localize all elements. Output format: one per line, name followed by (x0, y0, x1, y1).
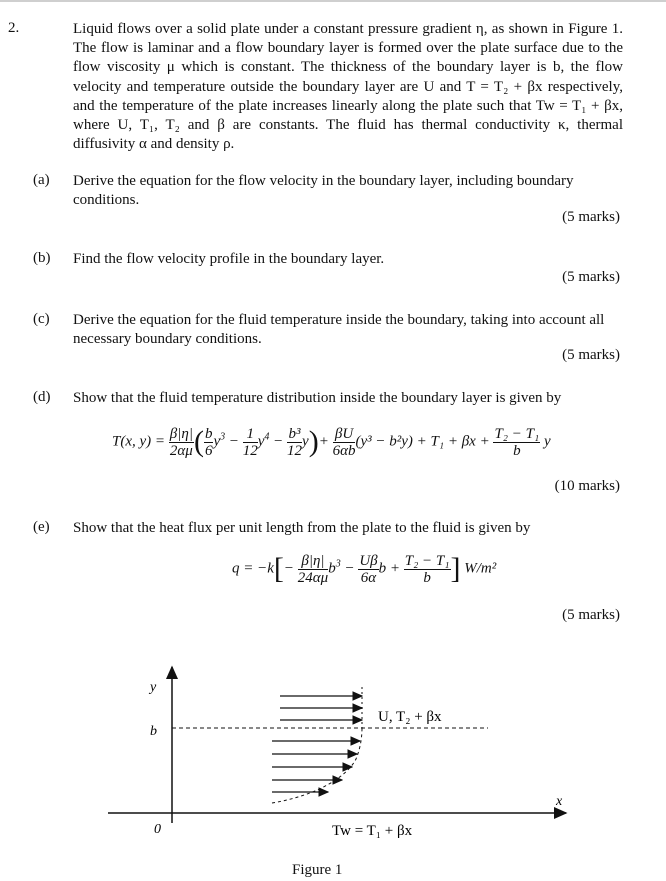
part-d-label: (d) (33, 389, 51, 405)
figure-caption: Figure 1 (292, 862, 343, 878)
heat-flux-equation: q = −k[− $\frac{\beta|\eta|}{24\alpha\mu}$ $b^3$ − $\frac{U\beta}{6\alpha}$ b + $\frac{\text{T₂ − T₁}}{b}$ ] W/m² (232, 552, 497, 586)
x-axis-label: x (556, 794, 563, 809)
origin-label: 0 (154, 822, 161, 837)
eq-flux-lhs: q = −k (232, 560, 274, 577)
question-intro: Liquid flows over a solid plate under a constant pressure gradient η, as shown in Figure 1. The flow is laminar and a flow boundary layer is formed over the plate surface due to the flow viscosity μ which is constant. The thickness of the boundary layer is b, the flow velocity and temperature outside the boundary layer are U and T = T₂ + βx respectively, and the temperature of the plate increases linearly along the plate such that Tw = T₁ + βx, where U, T₁, T₂ and β are constants. The fluid has thermal conductivity κ, thermal diffusivity α and density ρ. (73, 21, 623, 153)
part-b-marks: (5 marks) (562, 269, 620, 285)
part-b-text: Find the flow velocity profile in the boundary layer. (73, 251, 385, 267)
part-a-text: Derive the equation for the flow velocity in the boundary layer, including boundary conditions. (73, 173, 574, 209)
eq-temp-term2: $\frac{1}{12}$ (242, 425, 258, 459)
page-top-rule (0, 0, 666, 2)
eq-temp-mid: (y³ − b²y) + T₁ + βx + (355, 433, 490, 450)
y-axis-label: y (150, 680, 157, 695)
eq-temp-lhs: T(x, y) = (112, 433, 166, 450)
part-d-marks: (10 marks) (554, 478, 620, 494)
eq-flux-frac3: $\frac{\text{T₂ − T₁}}{b}$ (404, 552, 450, 586)
eq-temp-frac3: $\frac{\text{T₂ − T₁}}{b}$ (494, 425, 540, 459)
part-c-label: (c) (33, 311, 50, 327)
eq-temp-frac1: $\frac{\beta|\eta|}{2\alpha\mu}$ (169, 425, 193, 459)
part-a-label: (a) (33, 172, 50, 188)
eq-temp-term3: $\frac{\text{b³}}{12}$ (287, 425, 303, 459)
eq-temp-term1: $\frac{b}{6}$ (204, 425, 213, 459)
plate-label: Tw = T₁ + βx (332, 823, 413, 839)
eq-temp-tail: y (543, 433, 551, 450)
part-d-text: Show that the fluid temperature distribution inside the boundary layer is given by (73, 390, 562, 406)
part-c-text: Derive the equation for the fluid temperature inside the boundary, taking into account all necessary boundary conditions. (73, 312, 605, 348)
part-e-label: (e) (33, 519, 50, 535)
part-e-text: Show that the heat flux per unit length from the plate to the fluid is given by (73, 520, 531, 536)
b-label: b (150, 724, 157, 739)
question-number: 2. (8, 20, 20, 36)
eq-flux-frac2: $\frac{U\beta}{6\alpha}$ (359, 552, 378, 586)
part-c-marks: (5 marks) (562, 347, 620, 363)
part-a-marks: (5 marks) (562, 209, 620, 225)
temperature-equation: T(x, y) = $\frac{\beta|\eta|}{2\alpha\mu}$ ( $\frac{b}{6}$ $y^3$ − $\frac{1}{12}$ $y^4$ − $\frac{\text{b³}}{12}$ y)+ $\frac{\beta U}{6\alpha b}$ (y³ − b²y) + T₁ + βx + $\frac{\text{T₂ − T₁}}{b}$ y (112, 425, 551, 459)
outer-flow-label: U, T₂ + βx (378, 709, 442, 725)
boundary-layer-figure (90, 655, 590, 855)
part-b-label: (b) (33, 250, 51, 266)
part-e-marks: (5 marks) (562, 607, 620, 623)
eq-flux-frac1: $\frac{\beta|\eta|}{24\alpha\mu}$ (297, 552, 329, 586)
eq-flux-units: W/m² (464, 560, 497, 577)
eq-temp-frac2: $\frac{\beta U}{6\alpha b}$ (332, 425, 356, 459)
